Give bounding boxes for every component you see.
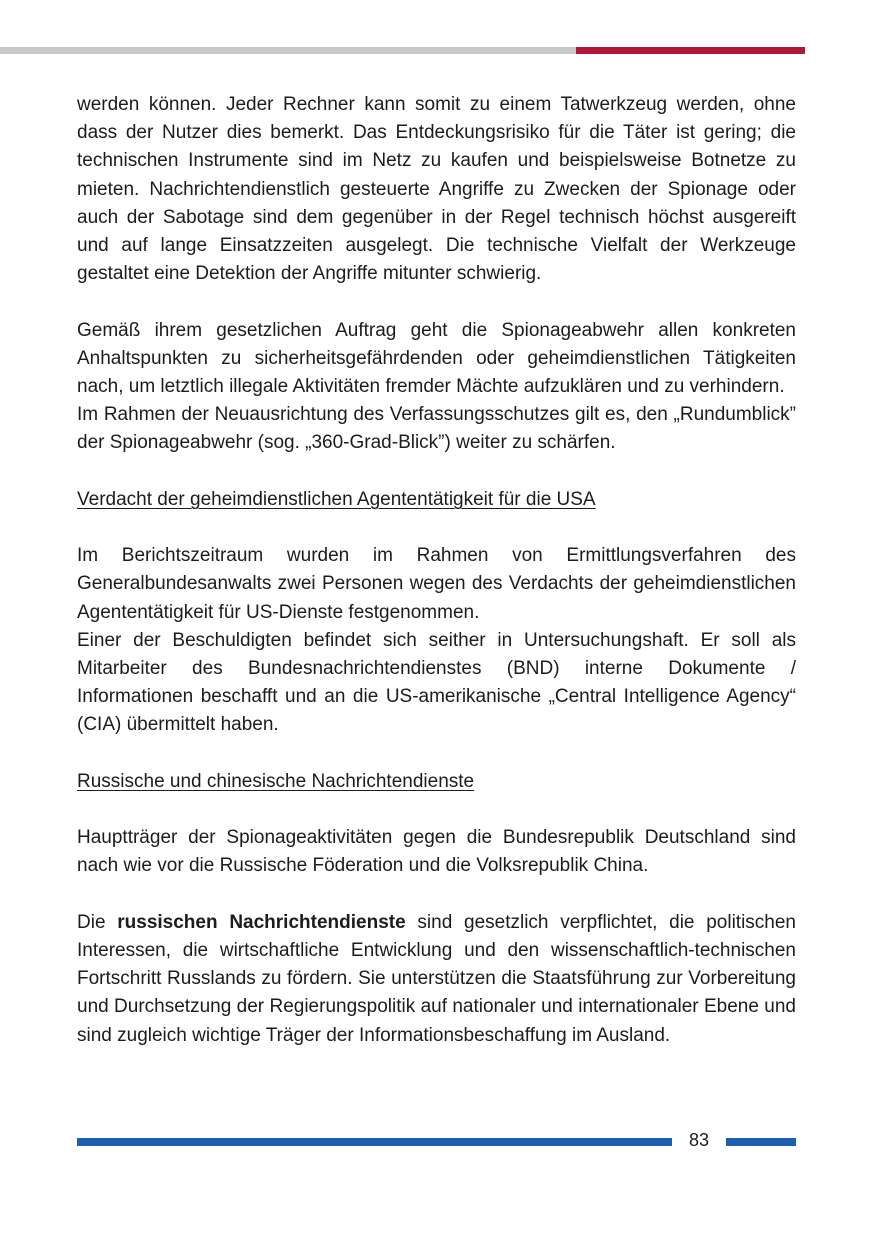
paragraph-arrests: Im Berichtszeitraum wurden im Rahmen von Ermittlungsverfahren des Generalbundesanwalts zwei Personen wegen des Verdachts der geheimdienstlichen Agententätigkeit für US-Dienste festgenommen. bbox=[77, 545, 796, 623]
section-heading-russia-china: Russische und chinesische Nachrichtendienste bbox=[77, 770, 475, 792]
page-number: 83 bbox=[688, 1130, 710, 1150]
paragraph-russian-prefix: Die bbox=[77, 911, 118, 933]
top-decor-bar-red bbox=[576, 47, 805, 54]
paragraph-gap bbox=[77, 288, 796, 316]
paragraph-gap bbox=[77, 458, 796, 486]
top-decor-bar-grey bbox=[0, 47, 576, 54]
paragraph-russian-rest: sind gesetzlich verpflichtet, die politischen Interessen, die wirtschaftliche Entwicklung und den wissenschaftlich-technischen Fortschritt Russlands zu fördern. Sie unterstützen die Staatsführung zur Vorbereitung und Durchsetzung der Regierungspolitik auf nationaler und internationaler Ebene und sind zugleich wichtige Träger der Informationsbeschaffung im Ausland. bbox=[77, 911, 797, 1046]
paragraph-360-view: Im Rahmen der Neuausrichtung des Verfassungsschutzes gilt es, den „Rundumblick” der Spionageabwehr (sog. „360-Grad-Blick”) weiter zu schärfen. bbox=[77, 404, 796, 454]
paragraph-cyber-tools: werden können. Jeder Rechner kann somit zu einem Tatwerkzeug werden, ohne dass der Nutzer dies bemerkt. Das Entdeckungsrisiko für die Täter ist gering; die technischen Instrumente sind im Netz zu kaufen und beispielsweise Botnetze zu mieten. Nachrichtendienstlich gesteuerte Angriffe zu Zwecken der Spionage oder auch der Sabotage sind dem gegenüber in der Regel technisch höchst ausgereift und auf lange Einsatzzeiten ausgelegt. Die technische Vielfalt der Werkzeuge gestaltet eine Detektion der Angriffe mitunter schwierig. bbox=[77, 94, 796, 285]
section-heading-usa: Verdacht der geheimdienstlichen Agententätigkeit für die USA bbox=[77, 488, 596, 510]
paragraph-gap bbox=[77, 740, 796, 768]
paragraph-main-actors: Hauptträger der Spionageaktivitäten gegen die Bundesrepublik Deutschland sind nach wie vor die Russische Föderation und die Volksrepublik China. bbox=[77, 827, 796, 877]
footer-decor-bar-left bbox=[77, 1138, 672, 1146]
paragraph-gap bbox=[77, 881, 796, 909]
paragraph-bnd-suspect: Einer der Beschuldigten befindet sich seither in Untersuchungshaft. Er soll als Mitarbeiter des Bundesnachrichtendienstes (BND) interne Dokumente / Informationen beschafft und an die US-amerikanische „Central Intelligence Agency“ (CIA) übermittelt haben. bbox=[77, 629, 796, 736]
page-body bbox=[77, 91, 796, 1050]
paragraph-russian-bold: russischen Nachrichtendienste bbox=[117, 911, 406, 933]
paragraph-russian-services bbox=[77, 909, 796, 1050]
paragraph-legal-mandate: Gemäß ihrem gesetzlichen Auftrag geht die Spionageabwehr allen konkreten Anhaltspunkten zu sicherheitsgefährdenden oder geheimdienstlichen Tätigkeiten nach, um letztlich illegale Aktivitäten fremder Mächte aufzuklären und zu verhindern. bbox=[77, 319, 796, 398]
footer-decor-bar-right bbox=[726, 1138, 796, 1146]
paragraph-gap bbox=[77, 796, 796, 824]
paragraph-gap bbox=[77, 514, 796, 542]
